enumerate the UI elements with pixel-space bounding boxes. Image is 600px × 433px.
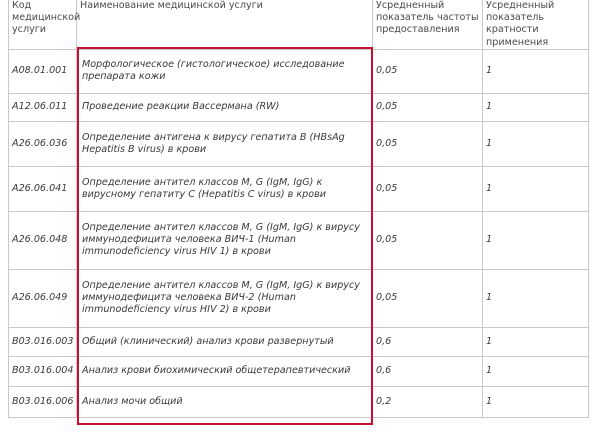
- cell-frequency: 0,05: [373, 269, 483, 327]
- cell-multiplicity: 1: [483, 121, 589, 166]
- cell-name: Общий (клинический) анализ крови развернутый: [77, 327, 373, 356]
- cell-frequency: 0,2: [373, 386, 483, 417]
- cell-multiplicity: 1: [483, 327, 589, 356]
- cell-multiplicity: 1: [483, 211, 589, 269]
- cell-code: A26.06.036: [9, 121, 77, 166]
- table-row: [9, 49, 589, 93]
- cell-name: Определение антител классов M, G (IgM, IgG) к вирусу иммунодефицита человека ВИЧ-2 (Human immunodeficiency virus HIV 2) в крови: [77, 269, 373, 327]
- cell-multiplicity: 1: [483, 49, 589, 93]
- cell-code: B03.016.003: [9, 327, 77, 356]
- table-row: [9, 356, 589, 386]
- cell-code: B03.016.006: [9, 386, 77, 417]
- table-row: [9, 121, 589, 166]
- cell-name: Анализ крови биохимический общетерапевтический: [77, 356, 373, 386]
- services-table-container: [8, 0, 588, 418]
- cell-code: A08.01.001: [9, 49, 77, 93]
- cell-frequency: 0,05: [373, 121, 483, 166]
- table-row: [9, 166, 589, 211]
- cell-frequency: 0,05: [373, 211, 483, 269]
- medical-services-table: [8, 0, 589, 418]
- table-row: [9, 93, 589, 121]
- header-multiplicity: Усредненный показатель кратности применения: [483, 0, 589, 49]
- table-row: [9, 327, 589, 356]
- table-header-row: [9, 0, 589, 49]
- cell-name: Определение антигена к вирусу гепатита B (HBsAg Hepatitis B virus) в крови: [77, 121, 373, 166]
- cell-code: A12.06.011: [9, 93, 77, 121]
- cell-frequency: 0,6: [373, 327, 483, 356]
- cell-name: Определение антител классов M, G (IgM, IgG) к вирусному гепатиту C (Hepatitis C virus) в крови: [77, 166, 373, 211]
- cell-code: A26.06.041: [9, 166, 77, 211]
- cell-name: Анализ мочи общий: [77, 386, 373, 417]
- cell-multiplicity: 1: [483, 386, 589, 417]
- cell-multiplicity: 1: [483, 93, 589, 121]
- table-row: [9, 211, 589, 269]
- header-name: Наименование медицинской услуги: [77, 0, 373, 49]
- cell-frequency: 0,05: [373, 93, 483, 121]
- cell-multiplicity: 1: [483, 166, 589, 211]
- cell-frequency: 0,6: [373, 356, 483, 386]
- cell-name: Морфологическое (гистологическое) исследование препарата кожи: [77, 49, 373, 93]
- header-frequency: Усредненный показатель частоты предоставления: [373, 0, 483, 49]
- cell-multiplicity: 1: [483, 356, 589, 386]
- cell-frequency: 0,05: [373, 49, 483, 93]
- cell-name: Определение антител классов M, G (IgM, IgG) к вирусу иммунодефицита человека ВИЧ-1 (Human immunodeficiency virus HIV 1) в крови: [77, 211, 373, 269]
- cell-name: Проведение реакции Вассермана (RW): [77, 93, 373, 121]
- table-row: [9, 269, 589, 327]
- cell-frequency: 0,05: [373, 166, 483, 211]
- header-code: Код медицинской услуги: [9, 0, 77, 49]
- cell-code: A26.06.049: [9, 269, 77, 327]
- table-row: [9, 386, 589, 417]
- cell-multiplicity: 1: [483, 269, 589, 327]
- cell-code: B03.016.004: [9, 356, 77, 386]
- cell-code: A26.06.048: [9, 211, 77, 269]
